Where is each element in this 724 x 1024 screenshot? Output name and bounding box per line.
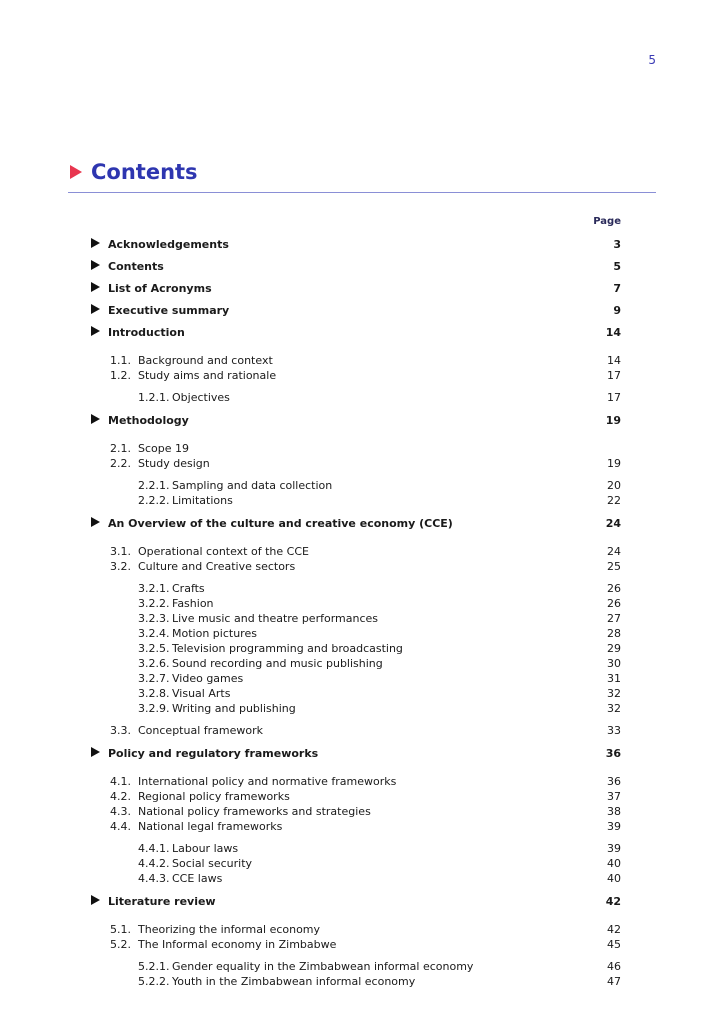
- toc-entry-page: 9: [613, 304, 621, 317]
- toc-entry-number: 5.1.: [110, 923, 131, 936]
- toc-chapter[interactable]: [90, 412, 621, 434]
- toc-entry-number: 1.1.: [110, 354, 131, 367]
- toc-entry-page: 36: [605, 747, 621, 760]
- toc-entry-page: 33: [607, 724, 621, 737]
- toc-entry-page: 39: [607, 842, 621, 855]
- toc-entry-page: 17: [607, 369, 621, 382]
- toc-entry-number: 3.2.2.: [138, 597, 170, 610]
- toc-entry-number: 4.4.3.: [138, 872, 170, 885]
- toc-section[interactable]: [90, 353, 621, 368]
- toc-section[interactable]: [90, 774, 621, 789]
- toc-entry-page: 19: [607, 457, 621, 470]
- toc-subsection[interactable]: [90, 974, 621, 989]
- toc-subsection[interactable]: [90, 841, 621, 856]
- toc-subsection[interactable]: [90, 596, 621, 611]
- toc-entry-title: Conceptual framework: [138, 724, 263, 737]
- toc-entry-title: Operational context of the CCE: [138, 545, 309, 558]
- toc-entry-title: Theorizing the informal economy: [138, 923, 321, 936]
- toc-entry-page: 3: [613, 238, 621, 251]
- arrow-right-icon: [91, 517, 100, 527]
- arrow-right-icon: [91, 304, 100, 314]
- toc-entry-page: 14: [605, 326, 621, 339]
- toc-entry-title: Study design: [138, 457, 210, 470]
- toc-section[interactable]: [90, 922, 621, 937]
- toc-entry-title: Culture and Creative sectors: [138, 560, 296, 573]
- toc-entry-number: 5.2.1.: [138, 960, 170, 973]
- toc-entry-page: 24: [607, 545, 621, 558]
- toc-entry-title: Literature review: [108, 895, 216, 908]
- toc-entry-page: 7: [613, 282, 621, 295]
- toc-entry-number: 4.4.2.: [138, 857, 170, 870]
- toc-subsection[interactable]: [90, 641, 621, 656]
- toc-entry-page: 26: [607, 597, 621, 610]
- arrow-right-icon: [91, 238, 100, 248]
- toc-entry-title: Labour laws: [172, 842, 239, 855]
- toc-entry-page: 38: [607, 805, 621, 818]
- toc-subsection[interactable]: [90, 856, 621, 871]
- toc-entry-page: 42: [607, 923, 621, 936]
- toc-chapter[interactable]: [90, 893, 621, 915]
- toc-subsection[interactable]: [90, 871, 621, 886]
- toc-section[interactable]: [90, 368, 621, 383]
- toc-entry-title: Scope 19: [138, 442, 190, 455]
- toc-entry-number: 3.2.5.: [138, 642, 170, 655]
- toc-entry-page: 39: [607, 820, 621, 833]
- toc-entry-title: Gender equality in the Zimbabwean informal economy: [172, 960, 474, 973]
- toc-entry-number: 3.2.3.: [138, 612, 170, 625]
- toc-entry-page: 45: [607, 938, 621, 951]
- toc-entry-page: 26: [607, 582, 621, 595]
- toc-entry-page: 19: [605, 414, 621, 427]
- toc-entry-title: Motion pictures: [172, 627, 257, 640]
- toc-entry-number: 4.4.1.: [138, 842, 170, 855]
- toc-entry-number: 4.2.: [110, 790, 131, 803]
- toc-entry-title: Youth in the Zimbabwean informal economy: [172, 975, 416, 988]
- toc-entry-title: Limitations: [172, 494, 233, 507]
- toc-section[interactable]: [90, 723, 621, 738]
- toc-subsection[interactable]: [90, 686, 621, 701]
- toc-chapter[interactable]: [90, 280, 621, 302]
- toc-subsection[interactable]: [90, 611, 621, 626]
- toc-entry-title: Writing and publishing: [172, 702, 296, 715]
- toc-entry-page: 42: [605, 895, 621, 908]
- toc-entry-title: Acknowledgements: [108, 238, 229, 251]
- page-number: 5: [648, 53, 656, 67]
- toc-entry-page: 36: [607, 775, 621, 788]
- toc-section[interactable]: [90, 456, 621, 471]
- toc-section[interactable]: [90, 789, 621, 804]
- toc-entry-title: Sampling and data collection: [172, 479, 333, 492]
- toc-entry-page: 22: [607, 494, 621, 507]
- toc-entry-title: List of Acronyms: [108, 282, 212, 295]
- toc-entry-number: 3.2.1.: [138, 582, 170, 595]
- toc-entry-page: 5: [613, 260, 621, 273]
- toc-entry-title: Social security: [172, 857, 253, 870]
- toc-chapter[interactable]: [90, 515, 621, 537]
- toc-subsection[interactable]: [90, 959, 621, 974]
- arrow-right-icon: [91, 282, 100, 292]
- toc-entry-title: Methodology: [108, 414, 189, 427]
- arrow-right-icon: [70, 165, 82, 179]
- toc-entry-number: 2.2.2.: [138, 494, 170, 507]
- toc-entry-title: International policy and normative frameworks: [138, 775, 397, 788]
- toc-entry-page: 28: [607, 627, 621, 640]
- toc-entry-title: Policy and regulatory frameworks: [108, 747, 319, 760]
- toc-subsection[interactable]: [90, 493, 621, 508]
- toc-entry-page: 25: [607, 560, 621, 573]
- toc-entry-number: 3.2.6.: [138, 657, 170, 670]
- arrow-right-icon: [91, 895, 100, 905]
- toc-entry-number: 1.2.: [110, 369, 131, 382]
- toc-subsection[interactable]: [90, 478, 621, 493]
- toc-entry-title: National policy frameworks and strategies: [138, 805, 371, 818]
- toc-entry-title: Video games: [172, 672, 244, 685]
- toc-entry-number: 3.2.8.: [138, 687, 170, 700]
- toc-entry-page: 40: [607, 872, 621, 885]
- toc-entry-page: 30: [607, 657, 621, 670]
- toc-entry-number: 3.1.: [110, 545, 131, 558]
- toc-subsection[interactable]: [90, 701, 621, 716]
- toc-entry-number: 4.3.: [110, 805, 131, 818]
- contents-heading: [68, 160, 656, 193]
- toc-entry-number: 3.3.: [110, 724, 131, 737]
- toc-section[interactable]: [90, 937, 621, 952]
- toc-section[interactable]: [90, 804, 621, 819]
- toc-entry-number: 2.2.1.: [138, 479, 170, 492]
- toc-subsection[interactable]: [90, 671, 621, 686]
- toc-entry-number: 4.4.: [110, 820, 131, 833]
- toc-entry-title: Study aims and rationale: [138, 369, 277, 382]
- toc-entry-page: 27: [607, 612, 621, 625]
- page-column-label: Page: [593, 216, 621, 227]
- toc-entry-title: An Overview of the culture and creative economy (CCE): [108, 517, 453, 530]
- toc-entry-number: 2.2.: [110, 457, 131, 470]
- toc-chapter[interactable]: [90, 324, 621, 346]
- toc-entry-title: Objectives: [172, 391, 230, 404]
- toc-entry-page: 46: [607, 960, 621, 973]
- toc-entry-page: 14: [607, 354, 621, 367]
- arrow-right-icon: [91, 326, 100, 336]
- toc-entry-title: Executive summary: [108, 304, 230, 317]
- arrow-right-icon: [91, 260, 100, 270]
- toc-chapter[interactable]: [90, 745, 621, 767]
- toc-entry-page: 24: [605, 517, 621, 530]
- toc-entry-number: 2.1.: [110, 442, 131, 455]
- toc-section[interactable]: [90, 441, 621, 456]
- arrow-right-icon: [91, 414, 100, 424]
- toc-entry-title: Visual Arts: [172, 687, 231, 700]
- arrow-right-icon: [91, 747, 100, 757]
- toc-subsection[interactable]: [90, 626, 621, 641]
- toc-chapter[interactable]: [90, 236, 621, 258]
- toc-entry-title: Crafts: [172, 582, 205, 595]
- toc-entry-number: 3.2.9.: [138, 702, 170, 715]
- toc-entry-number: 3.2.4.: [138, 627, 170, 640]
- toc-entry-number: 1.2.1.: [138, 391, 170, 404]
- toc-entry-title: Contents: [108, 260, 164, 273]
- toc-entry-title: Regional policy frameworks: [138, 790, 290, 803]
- toc-entry-number: 5.2.: [110, 938, 131, 951]
- toc-entry-title: National legal frameworks: [138, 820, 283, 833]
- toc-entry-page: 32: [607, 702, 621, 715]
- toc-entry-page: 40: [607, 857, 621, 870]
- toc-section[interactable]: [90, 819, 621, 834]
- toc-entry-number: 5.2.2.: [138, 975, 170, 988]
- toc-chapter[interactable]: [90, 258, 621, 280]
- toc-entry-title: CCE laws: [172, 872, 223, 885]
- toc-entry-page: 31: [607, 672, 621, 685]
- toc-entry-page: 17: [607, 391, 621, 404]
- toc-entry-number: 3.2.: [110, 560, 131, 573]
- page-title: Contents: [91, 160, 198, 184]
- toc-entry-page: 37: [607, 790, 621, 803]
- toc-section[interactable]: [90, 559, 621, 574]
- toc-entry-number: 3.2.7.: [138, 672, 170, 685]
- toc-entry-title: Live music and theatre performances: [172, 612, 378, 625]
- toc-subsection[interactable]: [90, 581, 621, 596]
- toc-entry-page: 29: [607, 642, 621, 655]
- toc-entry-number: 4.1.: [110, 775, 131, 788]
- toc-entry-title: Introduction: [108, 326, 185, 339]
- toc-entry-title: Sound recording and music publishing: [172, 657, 383, 670]
- toc-subsection[interactable]: [90, 390, 621, 405]
- toc-entry-title: Television programming and broadcasting: [172, 642, 403, 655]
- toc-section[interactable]: [90, 544, 621, 559]
- table-of-contents: [90, 216, 621, 989]
- toc-entry-page: 20: [607, 479, 621, 492]
- toc-entry-page: 47: [607, 975, 621, 988]
- toc-entry-page: 32: [607, 687, 621, 700]
- toc-entry-title: Background and context: [138, 354, 273, 367]
- toc-chapter[interactable]: [90, 302, 621, 324]
- toc-subsection[interactable]: [90, 656, 621, 671]
- toc-entry-title: The Informal economy in Zimbabwe: [138, 938, 337, 951]
- toc-entry-title: Fashion: [172, 597, 214, 610]
